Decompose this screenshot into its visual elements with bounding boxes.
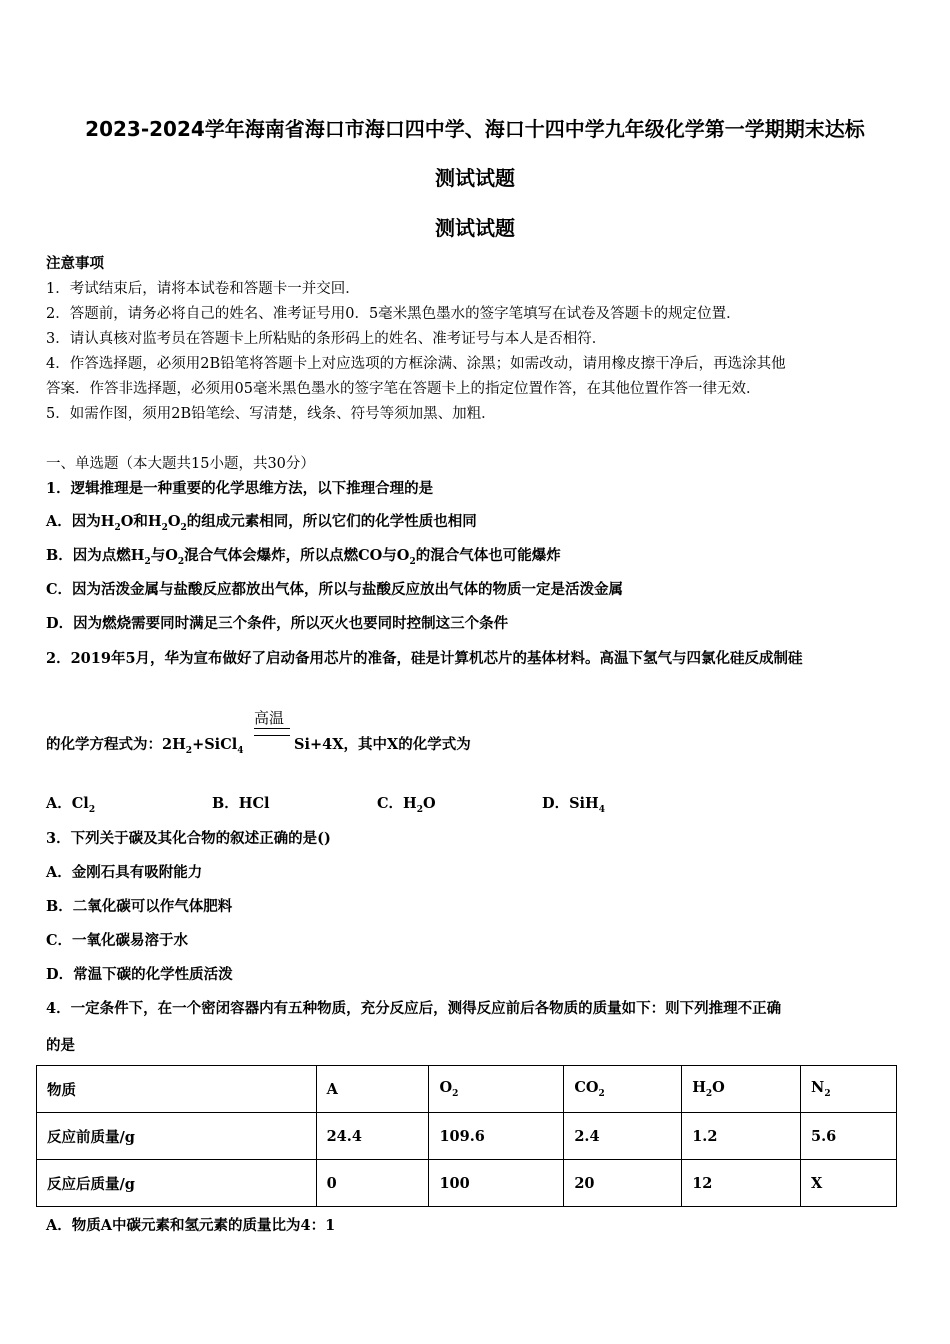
table-cell: 反应后质量/g	[37, 1160, 317, 1207]
q2-option-d: D．SiH$_4$	[542, 795, 606, 815]
q1-option-b: B．因为点燃$H_2$与$O_2$混合气体会爆炸，所以点燃CO与$O_2$的混合气体也可能爆炸	[46, 547, 561, 567]
q3-option-a: A．金刚石具有吸附能力	[46, 864, 203, 881]
table-cell: $N_2$	[801, 1066, 897, 1113]
mass-table	[36, 1065, 897, 1207]
note-item: 5．如需作图，须用2B铅笔绘、写清楚，线条、符号等须加黑、加粗．	[46, 406, 496, 422]
table-cell: 1.2	[682, 1113, 801, 1160]
table-cell: 100	[429, 1160, 564, 1207]
q3-stem: 3．下列关于碳及其化合物的叙述正确的是()	[46, 830, 331, 847]
section-heading: 一、单选题（本大题共15小题，共30分）	[46, 456, 315, 472]
table-cell: 2.4	[564, 1113, 682, 1160]
table-cell: X	[801, 1160, 897, 1207]
q3-option-c: C．一氧化碳易溶于水	[46, 932, 189, 949]
table-cell: 109.6	[429, 1113, 564, 1160]
q2-equation-left: 的化学方程式为：$2H_2+SiCl_4$	[46, 736, 244, 756]
table-cell: 物质	[37, 1066, 317, 1113]
q1-option-d: D．因为燃烧需要同时满足三个条件，所以灭火也要同时控制这三个条件	[46, 615, 509, 632]
q4-option-a: A．物质A中碳元素和氢元素的质量比为4：1	[46, 1217, 336, 1234]
note-item: 2．答题前，请务必将自己的姓名、准考证号用0．5毫米黑色墨水的签字笔填写在试卷及答题卡的规定位置．	[46, 306, 741, 322]
note-item: 答案．作答非选择题，必须用05毫米黑色墨水的签字笔在答题卡上的指定位置作答，在其他位置作答一律无效．	[46, 381, 761, 397]
q1-option-a: A．因为$H_2O$和$H_2O_2$的组成元素相同，所以它们的化学性质也相同	[46, 513, 477, 533]
table-cell: 0	[316, 1160, 429, 1207]
table-cell: 24.4	[316, 1113, 429, 1160]
table-cell: $H_2O$	[682, 1066, 801, 1113]
equation-double-bar	[254, 728, 290, 736]
table-cell: 反应前质量/g	[37, 1113, 317, 1160]
table-cell: 5.6	[801, 1113, 897, 1160]
q1-option-c: C．因为活泼金属与盐酸反应都放出气体，所以与盐酸反应放出气体的物质一定是活泼金属	[46, 581, 624, 598]
table-cell: 12	[682, 1160, 801, 1207]
reaction-condition: 高温	[254, 709, 285, 727]
q2-equation-right: Si+4X，其中X的化学式为	[294, 736, 471, 753]
table-row	[37, 1113, 897, 1160]
table-header-row	[37, 1066, 897, 1113]
q2-option-b: B．HCl	[212, 795, 270, 812]
notes-heading: 注意事项	[46, 255, 104, 272]
table-cell: $CO_2$	[564, 1066, 682, 1113]
exam-subtitle-repeat: 测试试题	[435, 216, 515, 240]
exam-title: 2023-2024学年海南省海口市海口四中学、海口十四中学九年级化学第一学期期末达标	[85, 117, 865, 141]
q4-stem: 4．一定条件下，在一个密闭容器内有五种物质，充分反应后，测得反应前后各物质的质量如下：则下列推理不正确	[46, 1000, 782, 1017]
q2-option-a: A．$Cl_2$	[46, 795, 96, 815]
q3-option-d: D．常温下碳的化学性质活泼	[46, 966, 233, 983]
table-cell: $O_2$	[429, 1066, 564, 1113]
note-item: 4．作答选择题，必须用2B铅笔将答题卡上对应选项的方框涂满、涂黑；如需改动，请用橡皮擦干净后，再选涂其他	[46, 356, 786, 372]
table-cell: A	[316, 1066, 429, 1113]
q2-option-c: C．$H_2O$	[377, 795, 436, 815]
q3-option-b: B．二氧化碳可以作气体肥料	[46, 898, 233, 915]
table-row	[37, 1160, 897, 1207]
note-item: 3．请认真核对监考员在答题卡上所粘贴的条形码上的姓名、准考证号与本人是否相符．	[46, 331, 607, 347]
exam-subtitle: 测试试题	[435, 166, 515, 190]
table-cell: 20	[564, 1160, 682, 1207]
q1-stem: 1．逻辑推理是一种重要的化学思维方法，以下推理合理的是	[46, 480, 434, 497]
q4-stem-continued: 的是	[46, 1037, 75, 1054]
q2-stem: 2．2019年5月，华为宣布做好了启动备用芯片的准备，硅是计算机芯片的基体材料。高温下氢气与四氯化硅反成制硅	[46, 650, 803, 667]
note-item: 1．考试结束后，请将本试卷和答题卡一并交回．	[46, 281, 360, 297]
